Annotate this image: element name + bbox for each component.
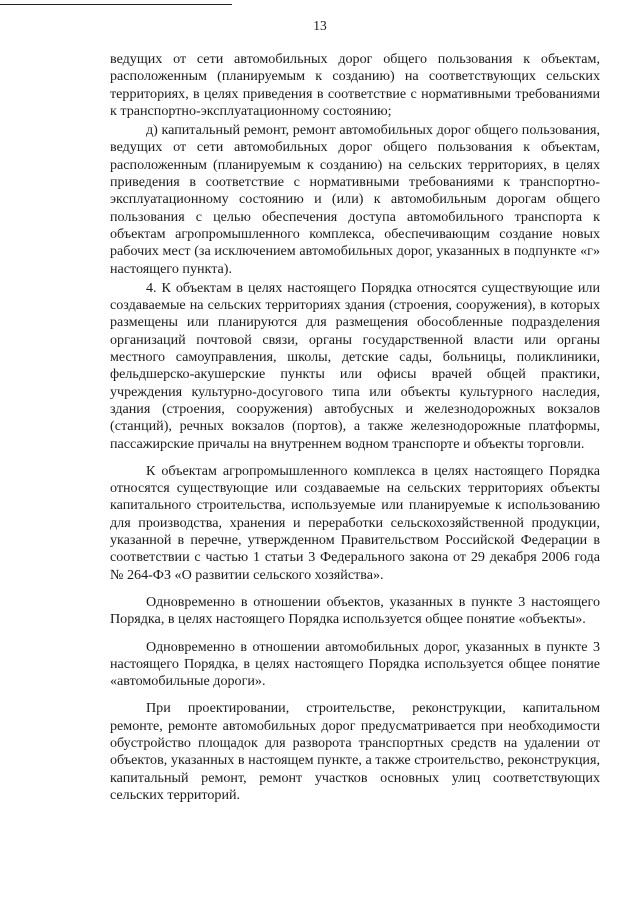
paragraph-subitem-d: д) капитальный ремонт, ремонт автомобильных дорог общего пользования, ведущих от сети автомобильных дорог общего пользования к объектам, расположенным (планируемым к созданию) на сельских территориях, в целях приведения в соответствие с нормативными требованиями к транспортно-эксплуатационному состоянию и (или) к автомобильным дорогам общего пользования с целью обеспечения доступа автомобильного транспорта к объектам агропромышленного комплекса, обеспечивающим создание новых рабочих мест (за исключением автомобильных дорог, указанных в подпункте «г» настоящего пункта). [110,122,600,277]
document-body [110,51,600,804]
page-number: 13 [313,18,327,33]
paragraph-roads-term: Одновременно в отношении автомобильных дорог, указанных в пункте 3 настоящего Порядка, в целях настоящего Порядка используется общее понятие «автомобильные дороги». [110,638,600,690]
paragraph-item-4: 4. К объектам в целях настоящего Порядка относятся существующие или создаваемые на сельских территориях здания (строения, сооружения), в которых размещены или планируются для размещения обособленные подразделения организаций почтовой связи, органы государственной власти или органы местного самоуправления, школы, детские сады, больницы, поликлиники, фельдшерско-акушерские пункты или офисы врачей общей практики, учреждения культурно-досугового типа или объекты культурного наследия, здания (строения, сооружения) автобусных и железнодорожных вокзалов (станций), речных вокзалов (портов), а также железнодорожные платформы, пассажирские причалы на внутреннем водном транспорте и объекты торговли. [110,279,600,452]
paragraph-continuation: ведущих от сети автомобильных дорог общего пользования к объектам, расположенным (планируемым к созданию) на соответствующих сельских территориях, в целях приведения в соответствие с нормативными требованиями к транспортно-эксплуатационному состоянию; [110,51,600,119]
paragraph-design-construction: При проектировании, строительстве, реконструкции, капитальном ремонте, ремонте автомобильных дорог предусматривается при необходимости обустройство площадок для разворота транспортных средств на удалении от объектов, указанных в настоящем пункте, а также строительство, реконструкция, капитальный ремонт, ремонт участков основных улиц соответствующих сельских территорий. [110,700,600,803]
header-rule [0,4,232,5]
paragraph-agro-objects: К объектам агропромышленного комплекса в целях настоящего Порядка относятся существующие или создаваемые на сельских территориях объекты капитального строительства, используемые или планируемые к использованию для производства, хранения и переработки сельскохозяйственной продукции, указанной в перечне, утвержденном Правительством Российской Федерации в соответствии с частью 1 статьи 3 Федерального закона от 29 декабря 2006 года № 264-ФЗ «О развитии сельского хозяйства». [110,462,600,583]
paragraph-objects-term: Одновременно в отношении объектов, указанных в пункте 3 настоящего Порядка, в целях настоящего Порядка используется общее понятие «объекты». [110,593,600,628]
